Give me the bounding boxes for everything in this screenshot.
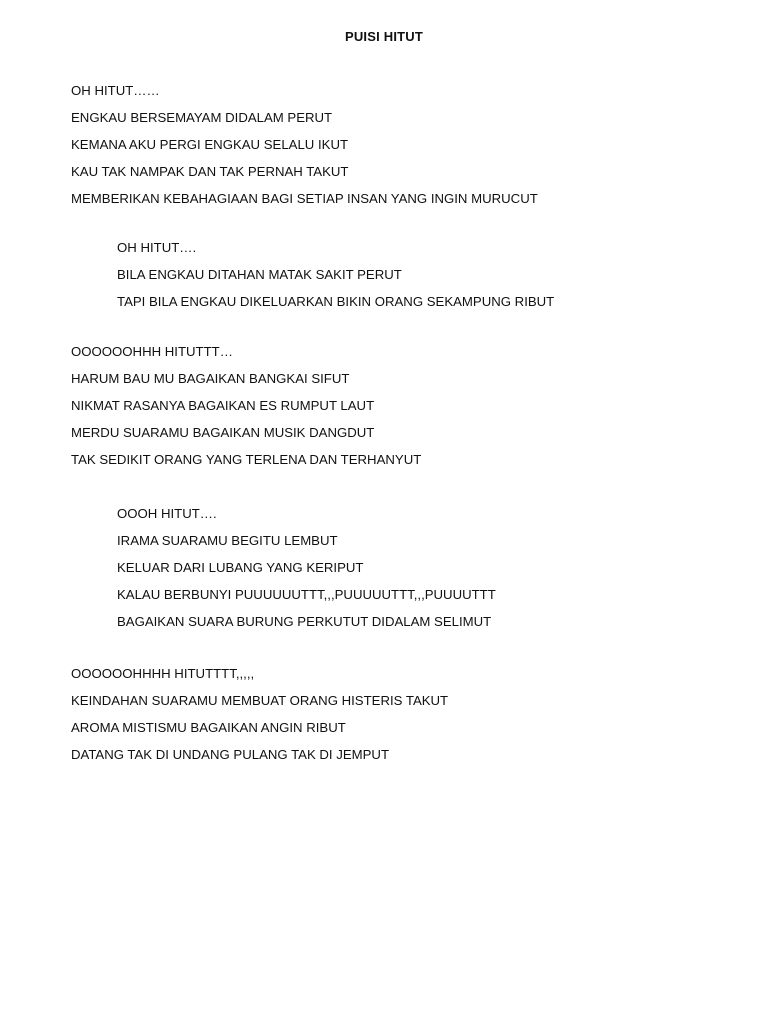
poem-line: NIKMAT RASANYA BAGAIKAN ES RUMPUT LAUT: [71, 398, 375, 413]
poem-line: OOOOOOHHH HITUTTT…: [71, 344, 233, 359]
poem-line: AROMA MISTISMU BAGAIKAN ANGIN RIBUT: [71, 720, 346, 735]
poem-line: KEMANA AKU PERGI ENGKAU SELALU IKUT: [71, 137, 349, 152]
poem-line: BILA ENGKAU DITAHAN MATAK SAKIT PERUT: [117, 267, 402, 282]
poem-line: IRAMA SUARAMU BEGITU LEMBUT: [117, 533, 338, 548]
poem-line: OOOOOOHHHH HITUTTTT,,,,,: [71, 666, 255, 681]
stanza-1: [71, 82, 538, 217]
poem-line: TAPI BILA ENGKAU DIKELUARKAN BIKIN ORANG SEKAMPUNG RIBUT: [117, 294, 555, 309]
stanza-2: [117, 239, 554, 320]
poem-line: MERDU SUARAMU BAGAIKAN MUSIK DANGDUT: [71, 425, 375, 440]
poem-title: PUISI HITUT: [344, 29, 424, 44]
poem-line: DATANG TAK DI UNDANG PULANG TAK DI JEMPUT: [71, 747, 390, 762]
poem-line: KALAU BERBUNYI PUUUUUUTTT,,,PUUUUUTTT,,,PUUUUTTT: [117, 587, 496, 602]
poem-line: HARUM BAU MU BAGAIKAN BANGKAI SIFUT: [71, 371, 350, 386]
poem-line: OH HITUT……: [71, 83, 160, 98]
stanza-3: [71, 343, 421, 478]
poem-line: MEMBERIKAN KEBAHAGIAAN BAGI SETIAP INSAN YANG INGIN MURUCUT: [71, 191, 538, 206]
poem-line: KELUAR DARI LUBANG YANG KERIPUT: [117, 560, 364, 575]
stanza-4: [117, 505, 496, 640]
poem-line: KAU TAK NAMPAK DAN TAK PERNAH TAKUT: [71, 164, 349, 179]
poem-line: OOOH HITUT….: [117, 506, 217, 521]
poem-line: TAK SEDIKIT ORANG YANG TERLENA DAN TERHANYUT: [71, 452, 422, 467]
poem-line: OH HITUT….: [117, 240, 197, 255]
poem-line: BAGAIKAN SUARA BURUNG PERKUTUT DIDALAM SELIMUT: [117, 614, 492, 629]
stanza-5: [71, 665, 448, 773]
poem-line: ENGKAU BERSEMAYAM DIDALAM PERUT: [71, 110, 333, 125]
poem-line: KEINDAHAN SUARAMU MEMBUAT ORANG HISTERIS TAKUT: [71, 693, 449, 708]
